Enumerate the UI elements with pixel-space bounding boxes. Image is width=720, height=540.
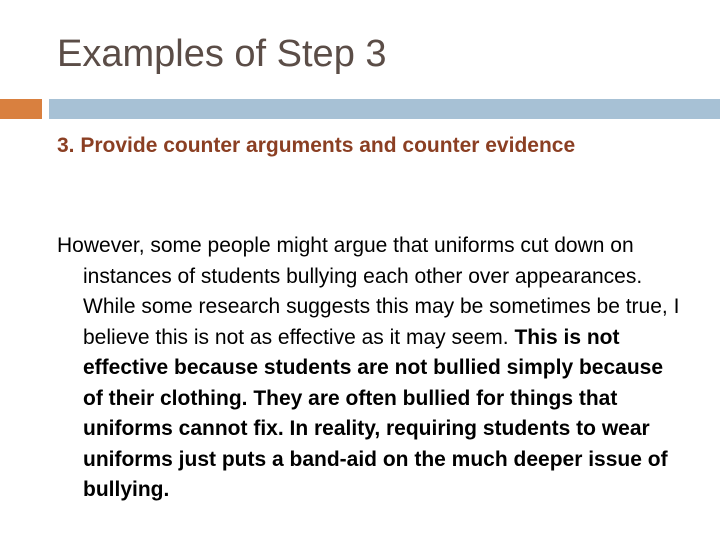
body-bold-text: This is not effective because students are not bullied simply because of their clothing. They are often bullied for things that uniforms cannot fix. In reality, requiring students to wear uniforms just puts a band-aid on the much deeper issue of bullying. — [83, 325, 668, 501]
slide-title: Examples of Step 3 — [57, 33, 387, 75]
accent-bar-orange — [0, 99, 42, 119]
body-paragraph — [57, 231, 682, 506]
step-heading: 3. Provide counter arguments and counter evidence — [57, 134, 576, 157]
body-regular-text: However, some people might argue that uniforms cut down on instances of students bullying each other over appearances. While some research suggests this may be sometimes be true, I believe this is not as effective as it may seem. — [57, 234, 680, 349]
accent-bar-blue — [49, 99, 720, 119]
